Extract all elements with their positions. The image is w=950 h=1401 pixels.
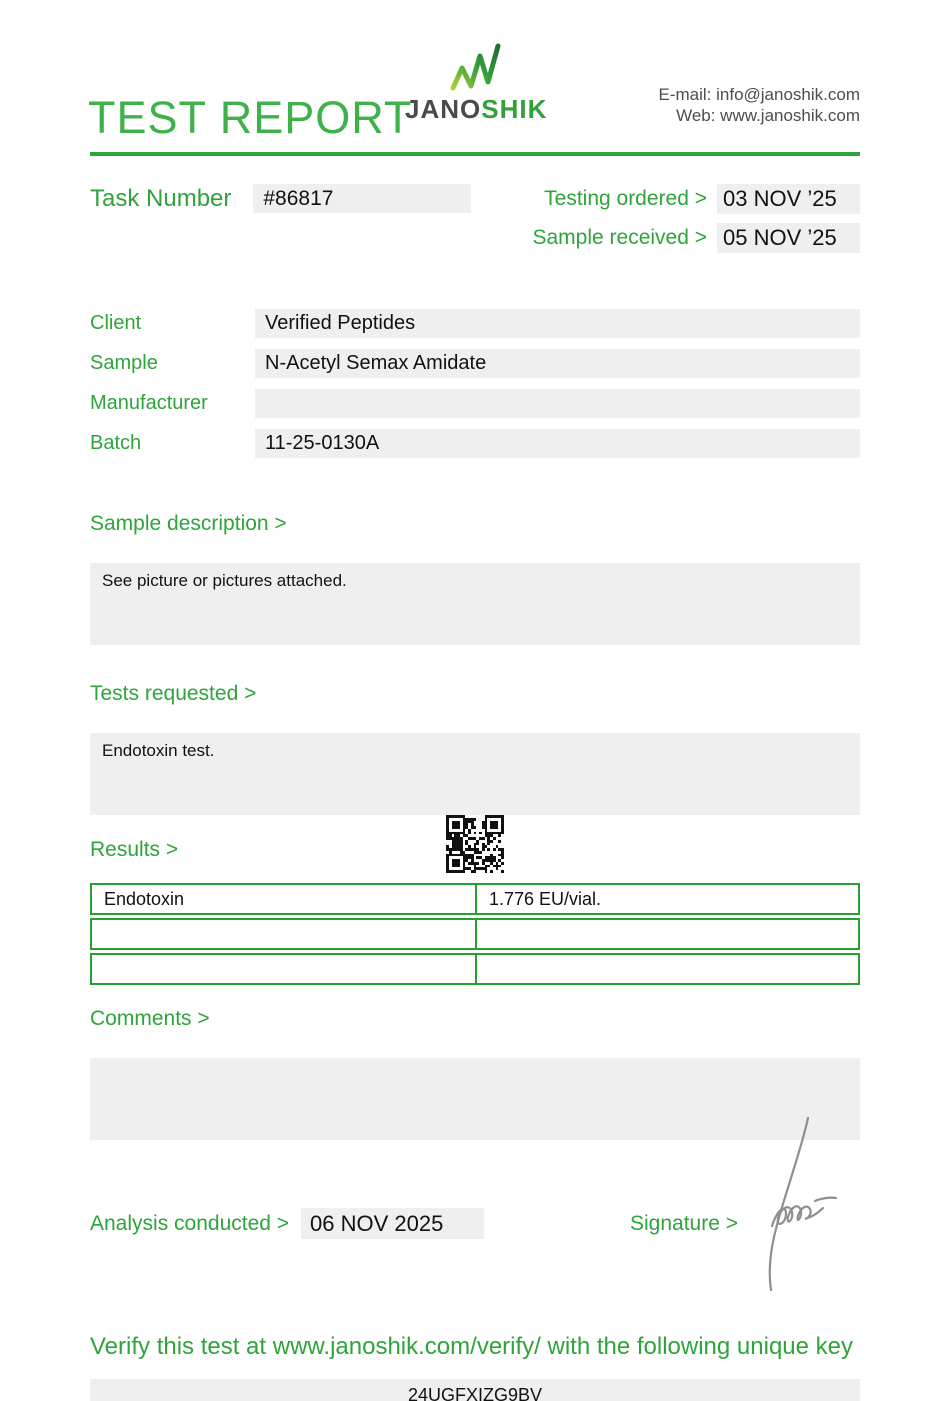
- contact-info: [659, 84, 861, 126]
- email-line: E-mail: info@janoshik.com: [658, 85, 860, 104]
- result-value-cell: [475, 920, 858, 948]
- dates-block: [532, 184, 860, 253]
- tests-requested-box: Endotoxin test.: [90, 733, 860, 815]
- detail-row-manufacturer: [90, 389, 860, 418]
- client-value: Verified Peptides: [255, 309, 860, 338]
- details-section: [90, 309, 860, 458]
- batch-label: Batch: [90, 432, 142, 454]
- results-band: [90, 815, 860, 883]
- analysis-date-value: 06 NOV 2025: [301, 1208, 484, 1239]
- detail-row-client: [90, 309, 860, 338]
- task-number-value: #86817: [253, 184, 471, 213]
- sample-value: N-Acetyl Semax Amidate: [255, 349, 860, 378]
- signature-label: Signature >: [630, 1211, 738, 1235]
- task-number-row: [90, 184, 471, 253]
- analysis-conducted-label: Analysis conducted >: [90, 1211, 290, 1235]
- sample-label: Sample: [90, 352, 158, 374]
- page-title: TEST REPORT: [88, 92, 413, 143]
- logo-shik-text: SHIK: [481, 94, 548, 124]
- sample-description-heading: Sample description >: [90, 512, 287, 535]
- qr-code: [446, 815, 504, 873]
- verify-instruction-text: Verify this test at www.janoshik.com/verify/ with the following unique key: [90, 1333, 854, 1360]
- testing-ordered-value: 03 NOV ’25: [717, 184, 860, 214]
- task-number-label: Task Number: [90, 185, 232, 212]
- comments-heading: Comments >: [90, 1007, 210, 1030]
- comments-box: [90, 1058, 860, 1140]
- detail-row-batch: [90, 429, 860, 458]
- results-heading: Results >: [90, 838, 179, 861]
- sample-received-value: 05 NOV ’25: [717, 223, 860, 253]
- result-value-cell: [475, 955, 858, 983]
- result-name-cell: [92, 920, 475, 948]
- sample-description-box: See picture or pictures attached.: [90, 563, 860, 645]
- testing-ordered-label: Testing ordered >: [544, 187, 707, 210]
- handwritten-signature: [752, 1112, 852, 1299]
- tests-requested-heading: Tests requested >: [90, 682, 257, 705]
- result-row: [90, 918, 860, 950]
- detail-row-sample: [90, 349, 860, 378]
- batch-value: 11-25-0130A: [255, 429, 860, 458]
- logo-jano-text: JANO: [405, 94, 482, 124]
- logo-wordmark: [405, 94, 548, 125]
- meta-section: [90, 184, 860, 253]
- manufacturer-label: Manufacturer: [90, 392, 208, 414]
- manufacturer-value: [255, 389, 860, 418]
- result-row: [90, 883, 860, 915]
- result-value-cell: 1.776 EU/vial.: [475, 885, 858, 913]
- result-name-cell: Endotoxin: [104, 889, 185, 909]
- result-name-cell: [92, 955, 475, 983]
- client-label: Client: [90, 312, 142, 334]
- results-table: [90, 883, 860, 985]
- janoshik-logo: [405, 40, 548, 125]
- web-line: Web: www.janoshik.com: [676, 106, 860, 125]
- footer-row: [90, 1208, 860, 1239]
- sample-received-label: Sample received >: [532, 226, 707, 249]
- header-divider: [90, 152, 860, 156]
- header: [90, 0, 860, 152]
- result-row: [90, 953, 860, 985]
- peaks-chart-icon: [405, 40, 545, 92]
- verify-key-box: 24UGFXIZG9BV: [90, 1379, 860, 1401]
